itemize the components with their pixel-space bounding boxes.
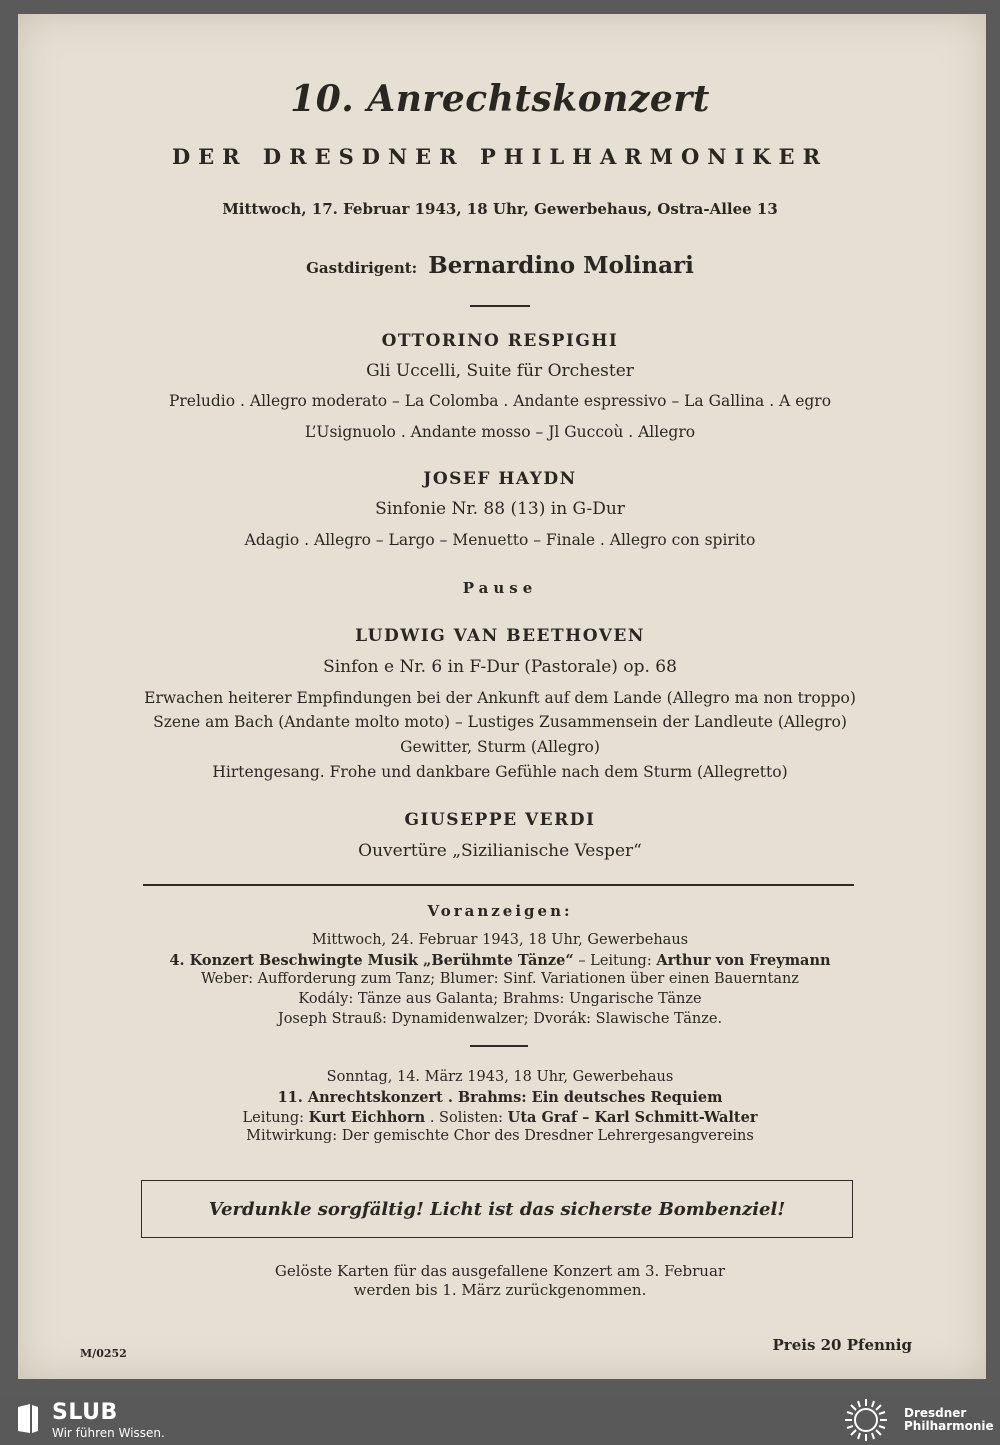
- blackout-warning-box: [141, 1180, 853, 1238]
- orchestra-name: DER DRESDNER PHILHARMONIKER: [171, 144, 829, 169]
- movement-line: L’Usignuolo . Andante mosso – Jl Guccoù . Allegro: [304, 423, 696, 441]
- price: Preis 20 Pfennig: [772, 1336, 912, 1354]
- footer-bar: [0, 1395, 1000, 1445]
- announcement-line: Kodály: Tänze aus Galanta; Brahms: Ungarische Tänze: [298, 991, 702, 1007]
- pause-label: Pause: [462, 579, 538, 597]
- sunburst-logo-icon: [842, 1397, 890, 1443]
- concert-date-line: Mittwoch, 17. Februar 1943, 18 Uhr, Gewerbehaus, Ostra-Allee 13: [222, 200, 778, 218]
- work-title: Gli Uccelli, Suite für Orchester: [366, 361, 634, 381]
- library-tagline: Wir führen Wissen.: [52, 1426, 165, 1440]
- announcement-concert: [0, 952, 1000, 969]
- movement-line: Preludio . Allegro moderato – La Colomba . Andante espressivo – La Gallina . A egro: [168, 392, 832, 410]
- composer-name: LUDWIG VAN BEETHOVEN: [355, 626, 645, 646]
- section-divider: [143, 884, 854, 886]
- leitung-name: Arthur von Freymann: [656, 952, 831, 969]
- conductor-name: Bernardino Molinari: [428, 252, 694, 279]
- movement-line: Adagio . Allegro – Largo – Menuetto – Finale . Allegro con spirito: [244, 531, 756, 549]
- leitung-label: Leitung:: [242, 1110, 309, 1126]
- announcement-leitung: [0, 1109, 1000, 1126]
- announcement-date: Sonntag, 14. März 1943, 18 Uhr, Gewerbehaus: [326, 1069, 674, 1085]
- announcement-concert-title: 4. Konzert Beschwingte Musik „Berühmte Tänze“: [169, 952, 574, 969]
- composer-name: OTTORINO RESPIGHI: [381, 331, 619, 351]
- blackout-warning: Verdunkle sorgfältig! Licht ist das sicherste Bombenziel!: [208, 1198, 786, 1220]
- composer-name: GIUSEPPE VERDI: [404, 810, 596, 830]
- partner-name-line: Dresdner: [904, 1406, 967, 1420]
- divider: [470, 305, 530, 307]
- work-title: Sinfon e Nr. 6 in F-Dur (Pastorale) op. 68: [323, 657, 677, 677]
- movement-line: Erwachen heiterer Empfindungen bei der Ankunft auf dem Lande (Allegro ma non troppo): [144, 689, 856, 707]
- announcement-line: Joseph Strauß: Dynamidenwalzer; Dvorák: Slawische Tänze.: [277, 1011, 723, 1027]
- leitung-name: Kurt Eichhorn: [308, 1109, 426, 1126]
- refund-note-line: werden bis 1. März zurückgenommen.: [353, 1281, 647, 1299]
- library-logo-text: SLUB: [52, 1400, 118, 1425]
- partner-logo-text: [904, 1407, 994, 1433]
- announcement-line: Mitwirkung: Der gemischte Chor des Dresdner Lehrergesangvereins: [246, 1128, 754, 1144]
- soloists-names: Uta Graf – Karl Schmitt-Walter: [507, 1109, 758, 1126]
- movement-line: Hirtengesang. Frohe und dankbare Gefühle nach dem Sturm (Allegretto): [212, 763, 788, 781]
- partner-name-line: Philharmonie: [904, 1419, 994, 1433]
- work-title: Sinfonie Nr. 88 (13) in G-Dur: [375, 499, 625, 519]
- movement-line: Szene am Bach (Andante molto moto) – Lustiges Zusammensein der Landleute (Allegro): [153, 713, 847, 731]
- announcement-line: Weber: Aufforderung zum Tanz; Blumer: Sinf. Variationen über einen Bauerntanz: [201, 971, 799, 987]
- book-icon: [16, 1403, 40, 1435]
- conductor-label: Gastdirigent:: [306, 259, 418, 277]
- concert-title: 10. Anrechtskonzert: [290, 78, 710, 120]
- refund-note-line: Gelöste Karten für das ausgefallene Konzert am 3. Februar: [274, 1262, 726, 1280]
- announcement-date: Mittwoch, 24. Februar 1943, 18 Uhr, Gewerbehaus: [311, 932, 689, 948]
- soloists-label: . Solisten:: [425, 1110, 508, 1126]
- divider: [470, 1045, 528, 1047]
- announcements-heading: Voranzeigen:: [427, 902, 573, 920]
- movement-line: Gewitter, Sturm (Allegro): [400, 738, 600, 756]
- work-title: Ouvertüre „Sizilianische Vesper“: [358, 841, 642, 861]
- catalog-code: M/0252: [80, 1347, 127, 1360]
- leitung-label: – Leitung:: [573, 953, 657, 969]
- composer-name: JOSEF HAYDN: [423, 469, 577, 489]
- conductor-line: [0, 252, 1000, 279]
- announcement-concert: 11. Anrechtskonzert . Brahms: Ein deutsches Requiem: [277, 1089, 723, 1106]
